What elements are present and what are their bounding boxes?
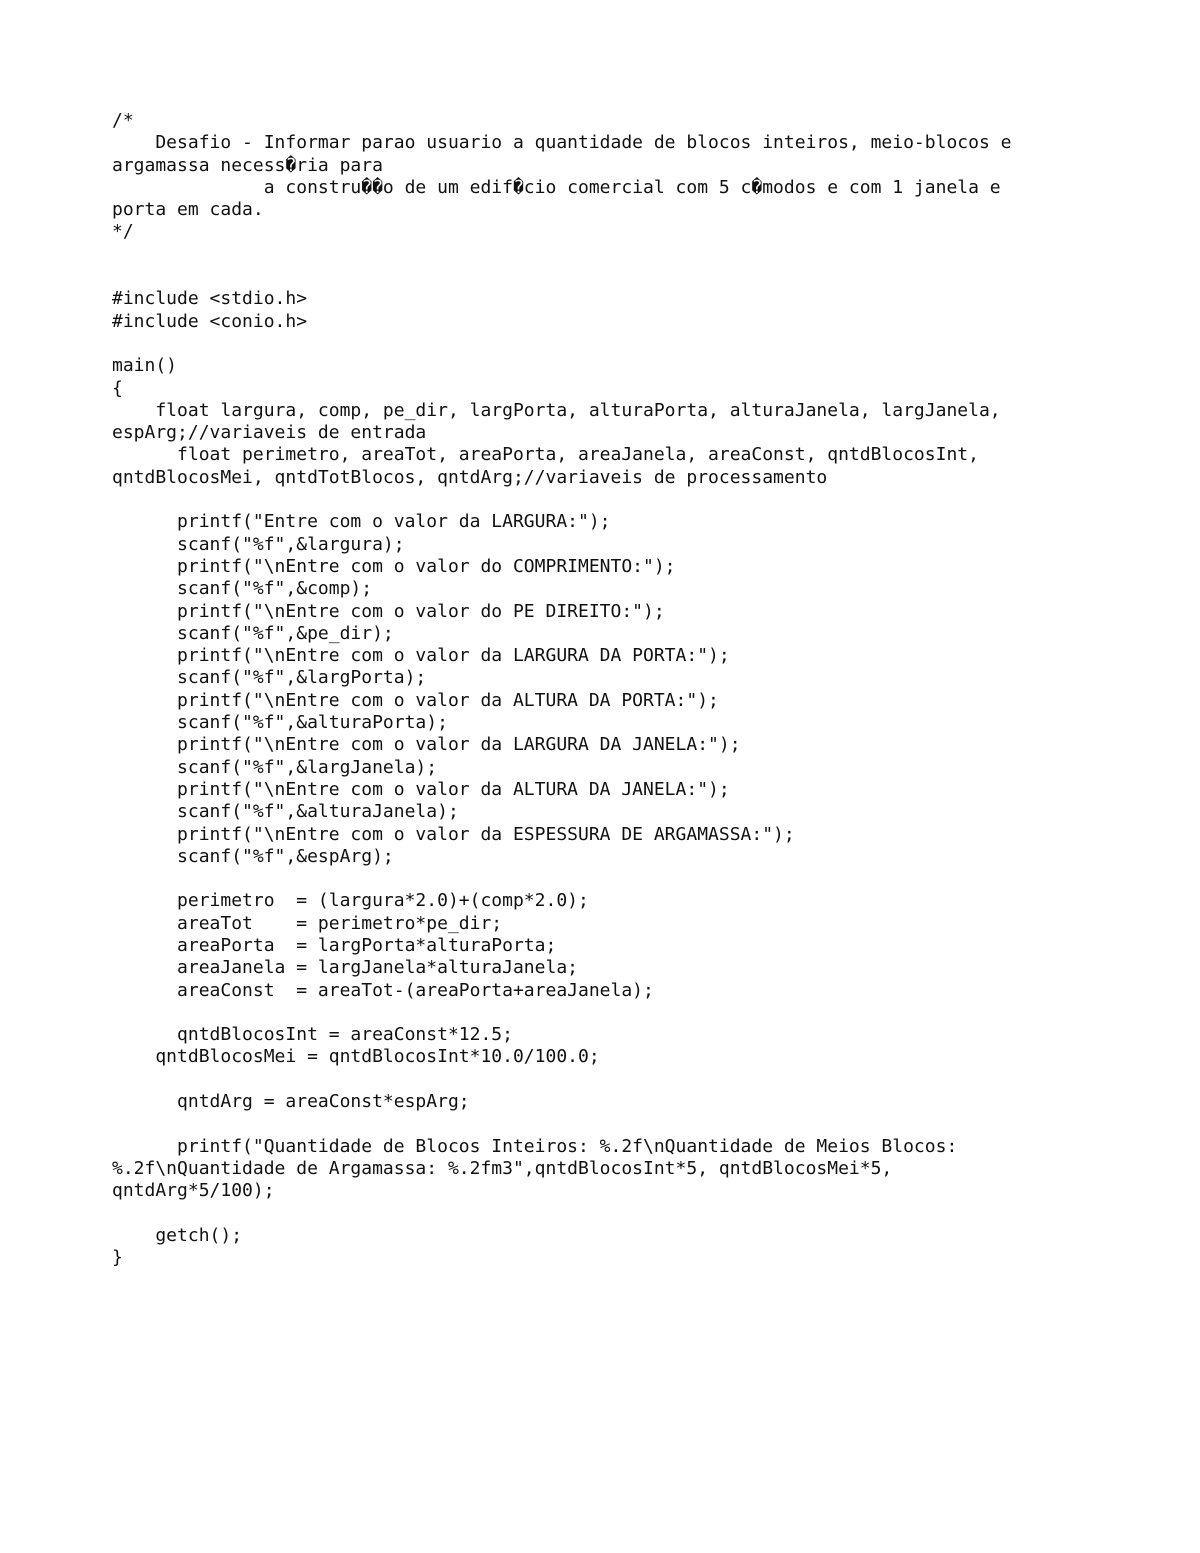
code-line: areaTot = perimetro*pe_dir; <box>112 912 503 934</box>
code-line: printf("Entre com o valor da LARGURA:"); <box>112 511 611 533</box>
code-line: printf("\nEntre com o valor da ALTURA DA PORTA:"); <box>112 689 719 711</box>
code-line: printf("\nEntre com o valor do COMPRIMENTO:"); <box>112 555 676 577</box>
code-line: printf("Quantidade de Blocos Inteiros: %.2f\nQuantidade de Meios Blocos: <box>112 1135 958 1157</box>
code-line: qntdBlocosMei, qntdTotBlocos, qntdArg;//variaveis de processamento <box>112 466 828 488</box>
code-line: #include <stdio.h> <box>112 288 308 310</box>
code-line: float perimetro, areaTot, areaPorta, areaJanela, areaConst, qntdBlocosInt, <box>112 444 979 466</box>
code-line: scanf("%f",&alturaJanela); <box>112 801 459 823</box>
source-code-block <box>112 110 1112 1269</box>
code-line: scanf("%f",&largJanela); <box>112 756 438 778</box>
code-line: qntdBlocosInt = areaConst*12.5; <box>112 1024 513 1046</box>
code-line: { <box>112 377 123 399</box>
code-line <box>112 1203 1112 1225</box>
code-line: espArg;//variaveis de entrada <box>112 422 427 444</box>
code-line: scanf("%f",&pe_dir); <box>112 622 394 644</box>
code-line: qntdBlocosMei = qntdBlocosInt*10.0/100.0; <box>112 1046 600 1068</box>
code-line <box>112 1002 1112 1024</box>
code-line: printf("\nEntre com o valor da LARGURA DA PORTA:"); <box>112 645 730 667</box>
code-line: areaConst = areaTot-(areaPorta+areaJanela); <box>112 979 654 1001</box>
code-line: scanf("%f",&espArg); <box>112 845 394 867</box>
code-line: */ <box>112 221 134 243</box>
code-line <box>112 333 1112 355</box>
code-line: #include <conio.h> <box>112 310 308 332</box>
code-line: a constru��o de um edif�cio comercial com 5 c�modos e com 1 janela e <box>112 176 1001 198</box>
code-line: getch(); <box>112 1224 243 1246</box>
code-line: printf("\nEntre com o valor da LARGURA DA JANELA:"); <box>112 734 741 756</box>
code-line <box>112 1069 1112 1091</box>
code-line: qntdArg*5/100); <box>112 1180 275 1202</box>
code-line: Desafio - Informar parao usuario a quantidade de blocos inteiros, meio-blocos e <box>112 132 1012 154</box>
code-line: printf("\nEntre com o valor da ALTURA DA JANELA:"); <box>112 778 730 800</box>
code-line: qntdArg = areaConst*espArg; <box>112 1091 470 1113</box>
code-line: /* <box>112 110 134 131</box>
code-line <box>112 244 1112 266</box>
code-line <box>112 266 1112 288</box>
code-line: printf("\nEntre com o valor do PE DIREITO:"); <box>112 600 665 622</box>
code-line: printf("\nEntre com o valor da ESPESSURA DE ARGAMASSA:"); <box>112 823 795 845</box>
code-line <box>112 868 1112 890</box>
code-line: main() <box>112 355 178 377</box>
code-line <box>112 1113 1112 1135</box>
code-line: %.2f\nQuantidade de Argamassa: %.2fm3",qntdBlocosInt*5, qntdBlocosMei*5, <box>112 1157 893 1179</box>
code-line: argamassa necess�ria para <box>112 154 383 176</box>
code-line: perimetro = (largura*2.0)+(comp*2.0); <box>112 890 589 912</box>
code-line <box>112 489 1112 511</box>
code-line: scanf("%f",&alturaPorta); <box>112 712 448 734</box>
code-line: float largura, comp, pe_dir, largPorta, alturaPorta, alturaJanela, largJanela, <box>112 399 1001 421</box>
code-line: scanf("%f",&largPorta); <box>112 667 427 689</box>
code-line: areaPorta = largPorta*alturaPorta; <box>112 934 557 956</box>
code-line: scanf("%f",&comp); <box>112 578 373 600</box>
code-line: porta em cada. <box>112 199 264 221</box>
code-line: } <box>112 1247 123 1269</box>
code-line: areaJanela = largJanela*alturaJanela; <box>112 957 578 979</box>
code-line: scanf("%f",&largura); <box>112 533 405 555</box>
